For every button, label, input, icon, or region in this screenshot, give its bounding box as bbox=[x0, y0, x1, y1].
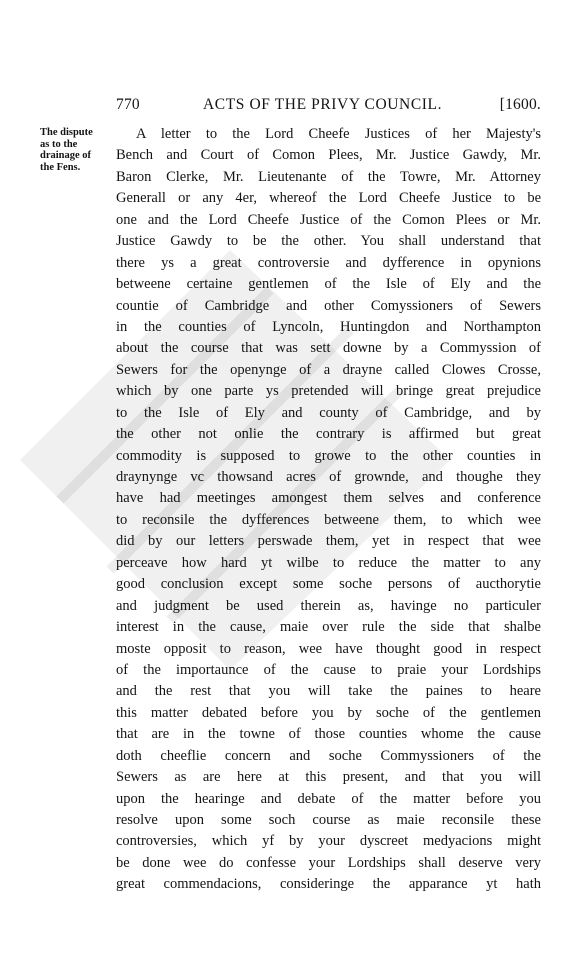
body-text bbox=[116, 124, 541, 896]
text-line: to reconsile the dyfferences betweene them, to which wee bbox=[116, 511, 541, 528]
text-line: countie of Cambridge and other Comyssioners of Sewers bbox=[116, 297, 541, 314]
text-line: have had meetinges amongest them selves and conference bbox=[116, 490, 541, 507]
text-line: that are in the towne of those counties whome the cause bbox=[116, 726, 541, 743]
text-line: in the counties of Lyncoln, Huntingdon and Northampton bbox=[116, 318, 541, 335]
text-line: moste opposit to reason, wee have thought good in respect bbox=[116, 640, 541, 657]
marginal-note-line: the Fens. bbox=[40, 161, 81, 173]
text-line: upon the hearinge and debate of the matter before you bbox=[116, 790, 541, 807]
text-line: be done wee do confesse your Lordships shall deserve very bbox=[116, 854, 541, 871]
text-line: betweene certaine gentlemen of the Isle of Ely and the bbox=[116, 276, 541, 293]
text-line: draynynge vc thowsand acres of grownde, and thoughe they bbox=[116, 469, 541, 485]
text-line: this matter debated before you by soche of the gentlemen bbox=[116, 704, 541, 721]
running-title: ACTS OF THE PRIVY COUNCIL. bbox=[203, 96, 443, 113]
text-line: of the importaunce of the cause to praie your Lordships bbox=[116, 661, 541, 678]
text-line: and judgment be used therein as, havinge no particuler bbox=[116, 597, 541, 614]
text-line: controversies, which yf by your dyscreet medyacions might bbox=[116, 833, 541, 850]
marginal-note-line: drainage of bbox=[40, 150, 92, 161]
text-line: doth cheeflie concern and soche Commyssioners of the bbox=[116, 747, 541, 764]
marginal-note bbox=[40, 127, 110, 173]
text-line: to the Isle of Ely and county of Cambridge, and by bbox=[116, 404, 541, 421]
marginal-note-line: The dispute bbox=[40, 127, 93, 138]
text-line: Sewers for the openynge of a drayne called Clowes Crosse, bbox=[116, 361, 541, 378]
text-line: great commendacions, consideringe the apparance yt hath bbox=[116, 876, 541, 893]
text-line: Baron Clerke, Mr. Lieutenante of the Towre, Mr. Attorney bbox=[116, 168, 541, 185]
text-line: A letter to the Lord Cheefe Justices of her Majesty's bbox=[136, 126, 541, 142]
page-number: 770 bbox=[116, 96, 140, 113]
text-line: Bench and Court of Comon Plees, Mr. Justice Gawdy, Mr. bbox=[116, 147, 541, 164]
text-line: and the rest that you will take the paines to heare bbox=[116, 683, 541, 700]
text-line: which by one parte ys pretended will bringe great prejudice bbox=[116, 383, 541, 400]
text-line: commodity is supposed to growe to the other counties in bbox=[116, 447, 541, 464]
text-line: Justice Gawdy to be the other. You shall understand that bbox=[116, 233, 541, 250]
text-line: the other not onlie the contrary is affirmed but great bbox=[116, 426, 541, 443]
page-header bbox=[116, 96, 541, 118]
text-line: about the course that was sett downe by a Commyssion of bbox=[116, 340, 541, 357]
text-line: Sewers as are here at this present, and that you will bbox=[116, 769, 541, 786]
text-line: one and the Lord Cheefe Justice of the Comon Plees or Mr. bbox=[116, 211, 541, 228]
text-line: good conclusion except some soche persons of aucthorytie bbox=[116, 576, 541, 593]
text-line: perceave how hard yt wilbe to reduce the matter to any bbox=[116, 554, 541, 571]
text-line: there ys a great controversie and dyfference in opynions bbox=[116, 254, 541, 271]
text-line: interest in the cause, maie over rule the side that shalbe bbox=[116, 619, 541, 636]
text-line: resolve upon some soch course as maie reconsile these bbox=[116, 812, 541, 828]
year-marker: [1600. bbox=[499, 96, 541, 113]
text-line: Generall or any 4er, whereof the Lord Cheefe Justice to be bbox=[116, 190, 541, 207]
marginal-note-line: as to the bbox=[40, 138, 78, 150]
text-line: did by our letters perswade them, yet in respect that wee bbox=[116, 533, 541, 550]
